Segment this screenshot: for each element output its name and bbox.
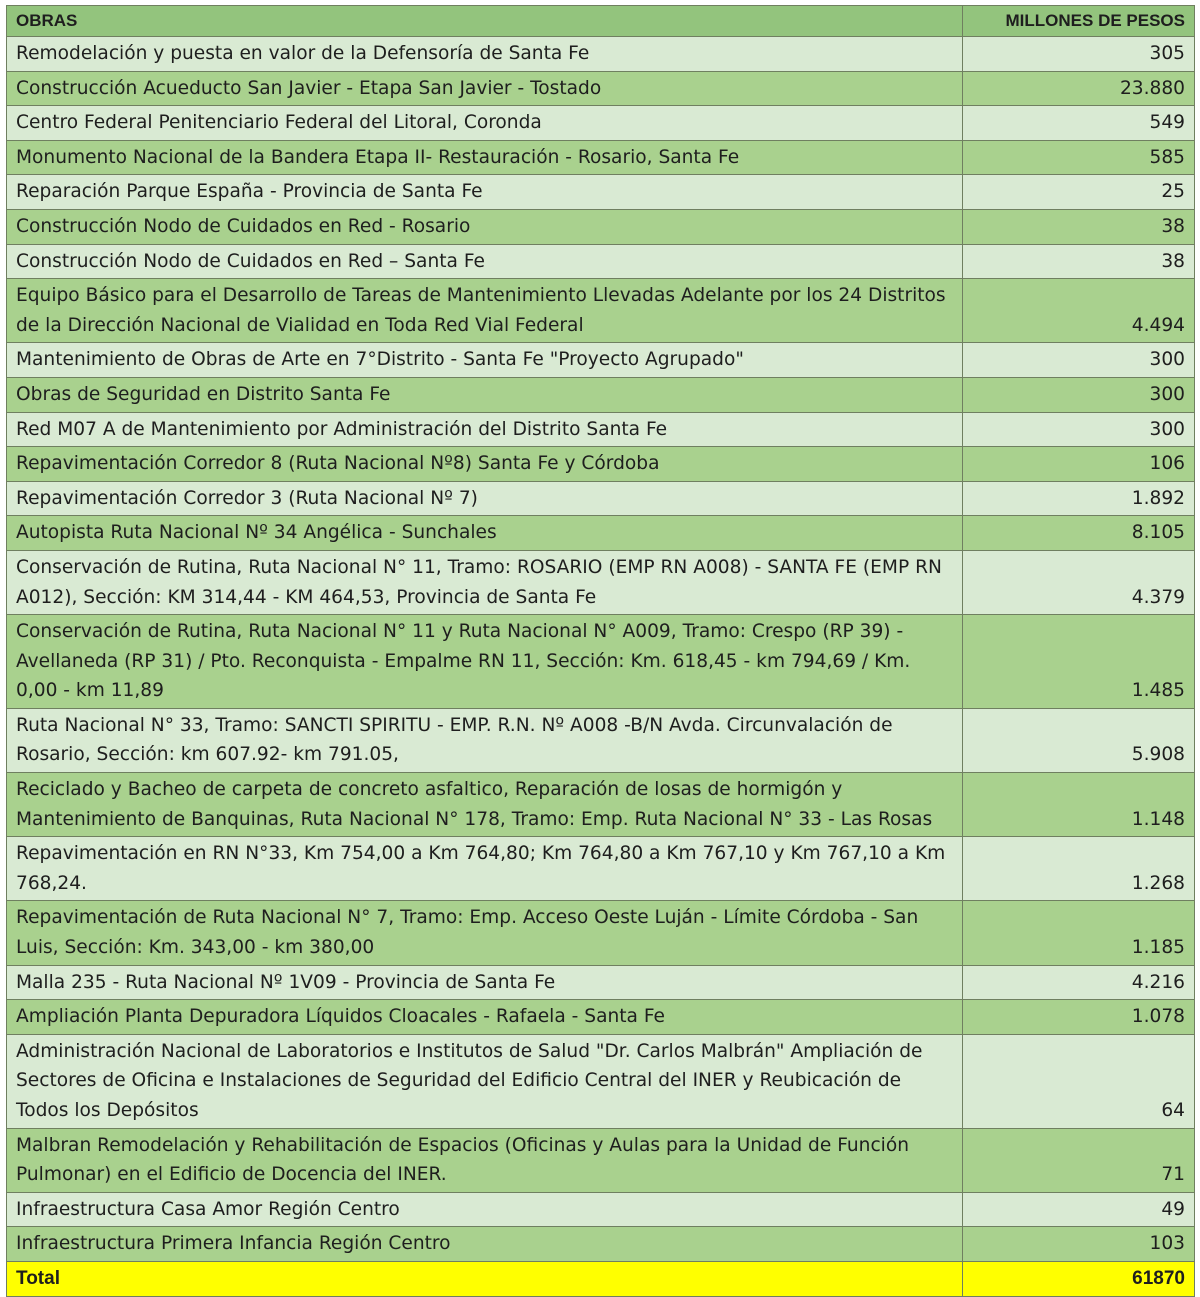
obra-amount: 4.216: [963, 965, 1195, 1000]
table-row: [7, 481, 1195, 516]
obra-amount: 106: [963, 447, 1195, 482]
obra-name: Malbran Remodelación y Rehabilitación de Espacios (Oficinas y Aulas para la Unidad de Función Pulmonar) en el Edificio de Docencia del INER.: [7, 1128, 963, 1192]
table-row: [7, 550, 1195, 614]
table-row: [7, 965, 1195, 1000]
table-body: [7, 37, 1195, 1262]
obra-amount: 23.880: [963, 71, 1195, 106]
obra-name: Repavimentación en RN N°33, Km 754,00 a Km 764,80; Km 764,80 a Km 767,10 y Km 767,10 a Km 768,24.: [7, 837, 963, 901]
obras-table: [6, 5, 1195, 1297]
obra-name: Red M07 A de Mantenimiento por Administración del Distrito Santa Fe: [7, 412, 963, 447]
obra-amount: 300: [963, 377, 1195, 412]
table-row: [7, 615, 1195, 709]
obra-name: Repavimentación de Ruta Nacional N° 7, Tramo: Emp. Acceso Oeste Luján - Límite Córdoba - San Luis, Sección: Km. 343,00 - km 380,00: [7, 901, 963, 965]
obra-name: Ruta Nacional N° 33, Tramo: SANCTI SPIRITU - EMP. R.N. Nº A008 -B/N Avda. Circunvalación de Rosario, Sección: km 607.92- km 791.05,: [7, 708, 963, 772]
table-row: [7, 1128, 1195, 1192]
obra-name: Repavimentación Corredor 8 (Ruta Nacional Nº8) Santa Fe y Córdoba: [7, 447, 963, 482]
obra-name: Autopista Ruta Nacional Nº 34 Angélica - Sunchales: [7, 516, 963, 551]
obra-amount: 305: [963, 37, 1195, 72]
table-row: [7, 377, 1195, 412]
table-row: [7, 837, 1195, 901]
total-row: [7, 1261, 1195, 1296]
column-header-obras: OBRAS: [7, 6, 963, 37]
obra-amount: 1.892: [963, 481, 1195, 516]
obra-name: Administración Nacional de Laboratorios e Institutos de Salud "Dr. Carlos Malbrán" Ampliación de Sectores de Oficina e Instalaciones de Seguridad del Edificio Central del INER y Reubicación de Todos los Depósitos: [7, 1034, 963, 1128]
table-row: [7, 447, 1195, 482]
table-row: [7, 106, 1195, 141]
obra-amount: 4.379: [963, 550, 1195, 614]
obra-name: Conservación de Rutina, Ruta Nacional N° 11, Tramo: ROSARIO (EMP RN A008) - SANTA FE (EMP RN A012), Sección: KM 314,44 - KM 464,53, Provincia de Santa Fe: [7, 550, 963, 614]
obra-amount: 1.268: [963, 837, 1195, 901]
table-row: [7, 140, 1195, 175]
obra-name: Centro Federal Penitenciario Federal del Litoral, Coronda: [7, 106, 963, 141]
obra-amount: 1.148: [963, 773, 1195, 837]
obra-name: Mantenimiento de Obras de Arte en 7°Distrito - Santa Fe "Proyecto Agrupado": [7, 343, 963, 378]
obra-amount: 103: [963, 1227, 1195, 1262]
table-row: [7, 773, 1195, 837]
obra-name: Repavimentación Corredor 3 (Ruta Nacional Nº 7): [7, 481, 963, 516]
obra-amount: 549: [963, 106, 1195, 141]
obra-name: Ampliación Planta Depuradora Líquidos Cloacales - Rafaela - Santa Fe: [7, 1000, 963, 1035]
table-row: [7, 343, 1195, 378]
column-header-millones-de-pesos: MILLONES DE PESOS: [963, 6, 1195, 37]
obra-amount: 585: [963, 140, 1195, 175]
obra-name: Obras de Seguridad en Distrito Santa Fe: [7, 377, 963, 412]
obra-name: Monumento Nacional de la Bandera Etapa II- Restauración - Rosario, Santa Fe: [7, 140, 963, 175]
table-row: [7, 412, 1195, 447]
obra-amount: 300: [963, 412, 1195, 447]
table-row: [7, 209, 1195, 244]
table-row: [7, 708, 1195, 772]
table-row: [7, 1034, 1195, 1128]
obra-amount: 5.908: [963, 708, 1195, 772]
table-header-row: [7, 6, 1195, 37]
table-row: [7, 279, 1195, 343]
obra-name: Construcción Nodo de Cuidados en Red - Rosario: [7, 209, 963, 244]
obra-amount: 25: [963, 175, 1195, 210]
table-row: [7, 1192, 1195, 1227]
obra-name: Construcción Nodo de Cuidados en Red – Santa Fe: [7, 244, 963, 279]
total-value: 61870: [963, 1261, 1195, 1296]
obra-name: Reciclado y Bacheo de carpeta de concreto asfaltico, Reparación de losas de hormigón y Mantenimiento de Banquinas, Ruta Nacional N° 178, Tramo: Emp. Ruta Nacional N° 33 - Las Rosas: [7, 773, 963, 837]
obra-amount: 4.494: [963, 279, 1195, 343]
obra-amount: 1.485: [963, 615, 1195, 709]
obra-amount: 300: [963, 343, 1195, 378]
obra-amount: 71: [963, 1128, 1195, 1192]
obra-name: Conservación de Rutina, Ruta Nacional N° 11 y Ruta Nacional N° A009, Tramo: Crespo (RP 39) - Avellaneda (RP 31) / Pto. Reconquista - Empalme RN 11, Sección: Km. 618,45 - km 794,69 / Km. 0,00 - km 11,89: [7, 615, 963, 709]
obra-amount: 49: [963, 1192, 1195, 1227]
obra-name: Construcción Acueducto San Javier - Etapa San Javier - Tostado: [7, 71, 963, 106]
table-row: [7, 71, 1195, 106]
table-row: [7, 175, 1195, 210]
table-row: [7, 901, 1195, 965]
table-row: [7, 1227, 1195, 1262]
obra-name: Reparación Parque España - Provincia de Santa Fe: [7, 175, 963, 210]
obra-name: Remodelación y puesta en valor de la Defensoría de Santa Fe: [7, 37, 963, 72]
table-row: [7, 1000, 1195, 1035]
total-label: Total: [7, 1261, 963, 1296]
obra-amount: 1.078: [963, 1000, 1195, 1035]
table-row: [7, 244, 1195, 279]
obra-name: Equipo Básico para el Desarrollo de Tareas de Mantenimiento Llevadas Adelante por los 24 Distritos de la Dirección Nacional de Vialidad en Toda Red Vial Federal: [7, 279, 963, 343]
table-row: [7, 516, 1195, 551]
table-row: [7, 37, 1195, 72]
obra-amount: 8.105: [963, 516, 1195, 551]
obra-name: Malla 235 - Ruta Nacional Nº 1V09 - Provincia de Santa Fe: [7, 965, 963, 1000]
obra-amount: 38: [963, 244, 1195, 279]
obra-amount: 64: [963, 1034, 1195, 1128]
obra-name: Infraestructura Primera Infancia Región Centro: [7, 1227, 963, 1262]
obra-amount: 1.185: [963, 901, 1195, 965]
obra-name: Infraestructura Casa Amor Región Centro: [7, 1192, 963, 1227]
obra-amount: 38: [963, 209, 1195, 244]
